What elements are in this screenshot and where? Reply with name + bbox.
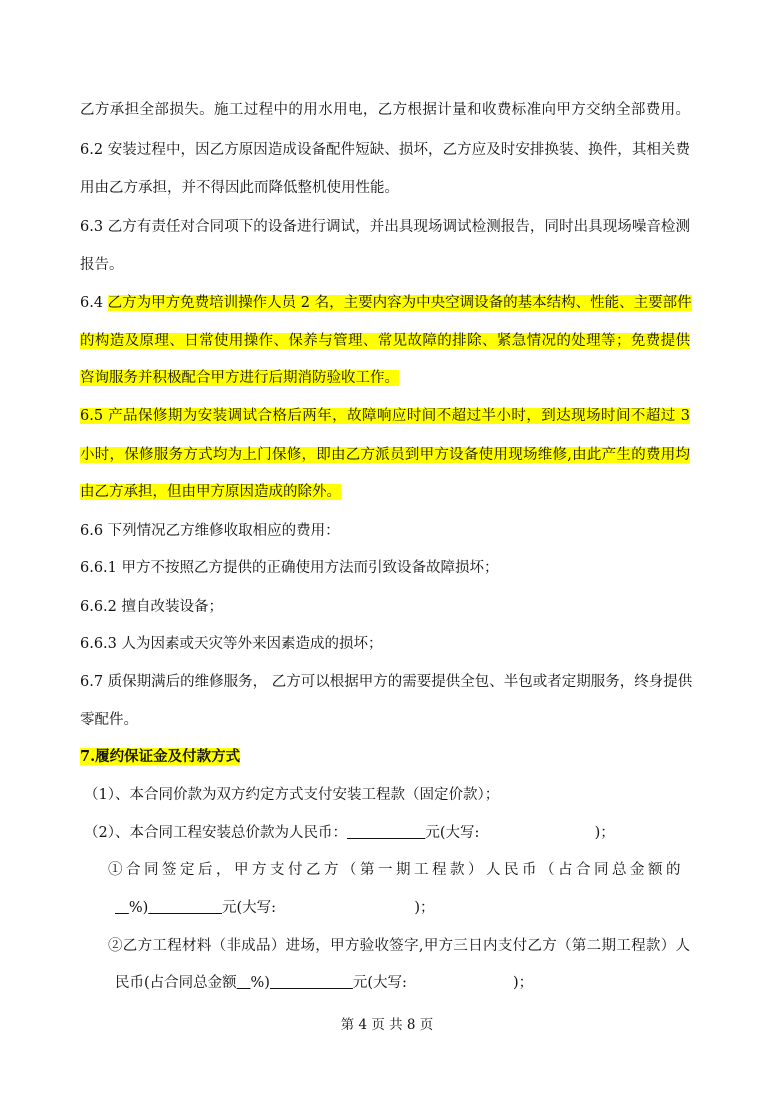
highlighted-text: 6.5 产品保修期为安装调试合格后两年，故障响应时间不超过半小时，到达现场时间不超过 3 (80, 408, 690, 424)
clause-6-6-2: 6.6.2 擅自改装设备； (80, 599, 224, 615)
highlighted-text: 小时，保修服务方式均为上门保修，即由乙方派员到甲方设备使用现场维修,由此产生的费用均 (80, 447, 690, 463)
paragraph-line (80, 365, 690, 391)
paragraph-line: 零配件。 (80, 712, 138, 728)
amount-blank (270, 975, 353, 991)
paragraph-line: 报告。 (80, 257, 124, 273)
clause-number: 6.4 (80, 295, 108, 311)
clause-6-6-3: 6.6.3 人为因素或天灾等外来因素造成的损坏； (80, 636, 383, 652)
item-text: %) (250, 975, 270, 991)
highlighted-text: 由乙方承担，但由甲方原因造成的除外。 (80, 484, 341, 500)
page-number-footer: 第 4 页 共 8 页 (340, 1017, 434, 1033)
percent-blank (115, 900, 129, 916)
highlighted-text: 乙方为甲方免费培训操作人员 2 名，主要内容为中央空调设备的基本结构、性能、主要部件 (107, 295, 692, 311)
item-text: （2）、本合同工程安装总价款为人民币： (84, 825, 347, 841)
item-text: 元(大写: )； (222, 900, 435, 916)
item-text: %) (128, 900, 149, 916)
paragraph-line (80, 442, 690, 468)
amount-blank (347, 825, 425, 841)
clause-6-4 (80, 290, 690, 316)
clause-6-5 (80, 403, 690, 429)
section-heading (80, 744, 690, 770)
payment-item-2 (84, 820, 694, 846)
percent-blank (237, 975, 251, 991)
paragraph-line: 用由乙方承担，并不得因此而降低整机使用性能。 (80, 180, 399, 196)
clause-6-3: 6.3 乙方有责任对合同项下的设备进行调试，并出具现场调试检测报告，同时出具现场噪音检测 (80, 219, 690, 235)
highlighted-text: 的构造及原理、日常使用操作、保养与管理、常见故障的排除、紧急情况的处理等；免费提供 (80, 333, 690, 349)
payment-sub-1: ①合同签定后，甲方支付乙方（第一期工程款）人民币（占合同总金额的 (108, 862, 684, 878)
paragraph-line (80, 328, 690, 354)
clause-6-2: 6.2 安装过程中，因乙方原因造成设备配件短缺、损坏，乙方应及时安排换装、换件，其相关费 (80, 142, 690, 158)
payment-sub-1-cont (115, 895, 725, 921)
payment-item-1: （1）、本合同价款为双方约定方式支付安装工程款（固定价款）； (84, 787, 500, 803)
clause-6-6-1: 6.6.1 甲方不按照乙方提供的正确使用方法而引致设备故障损坏； (80, 560, 499, 576)
paragraph-line: 乙方承担全部损失。施工过程中的用水用电，乙方根据计量和收费标准向甲方交纳全部费用。 (80, 102, 690, 118)
paragraph-line (80, 479, 690, 505)
item-text: 元(大写: )； (425, 825, 615, 841)
payment-sub-2: ②乙方工程材料（非成品）进场，甲方验收签字,甲方三日内支付乙方（第二期工程款）人 (108, 938, 690, 954)
section-title: 7.履约保证金及付款方式 (80, 748, 241, 765)
item-text: 元(大写: )； (352, 975, 534, 991)
item-text: 民币(占合同总金额 (115, 975, 237, 991)
highlighted-text: 咨询服务并积极配合甲方进行后期消防验收工作。 (80, 370, 399, 386)
payment-sub-2-cont (115, 970, 725, 996)
amount-blank (148, 900, 222, 916)
clause-6-7: 6.7 质保期满后的维修服务， 乙方可以根据甲方的需要提供全包、半包或者定期服务，终身提供 (80, 674, 693, 690)
clause-6-6: 6.6 下列情况乙方维修收取相应的费用： (80, 523, 340, 539)
